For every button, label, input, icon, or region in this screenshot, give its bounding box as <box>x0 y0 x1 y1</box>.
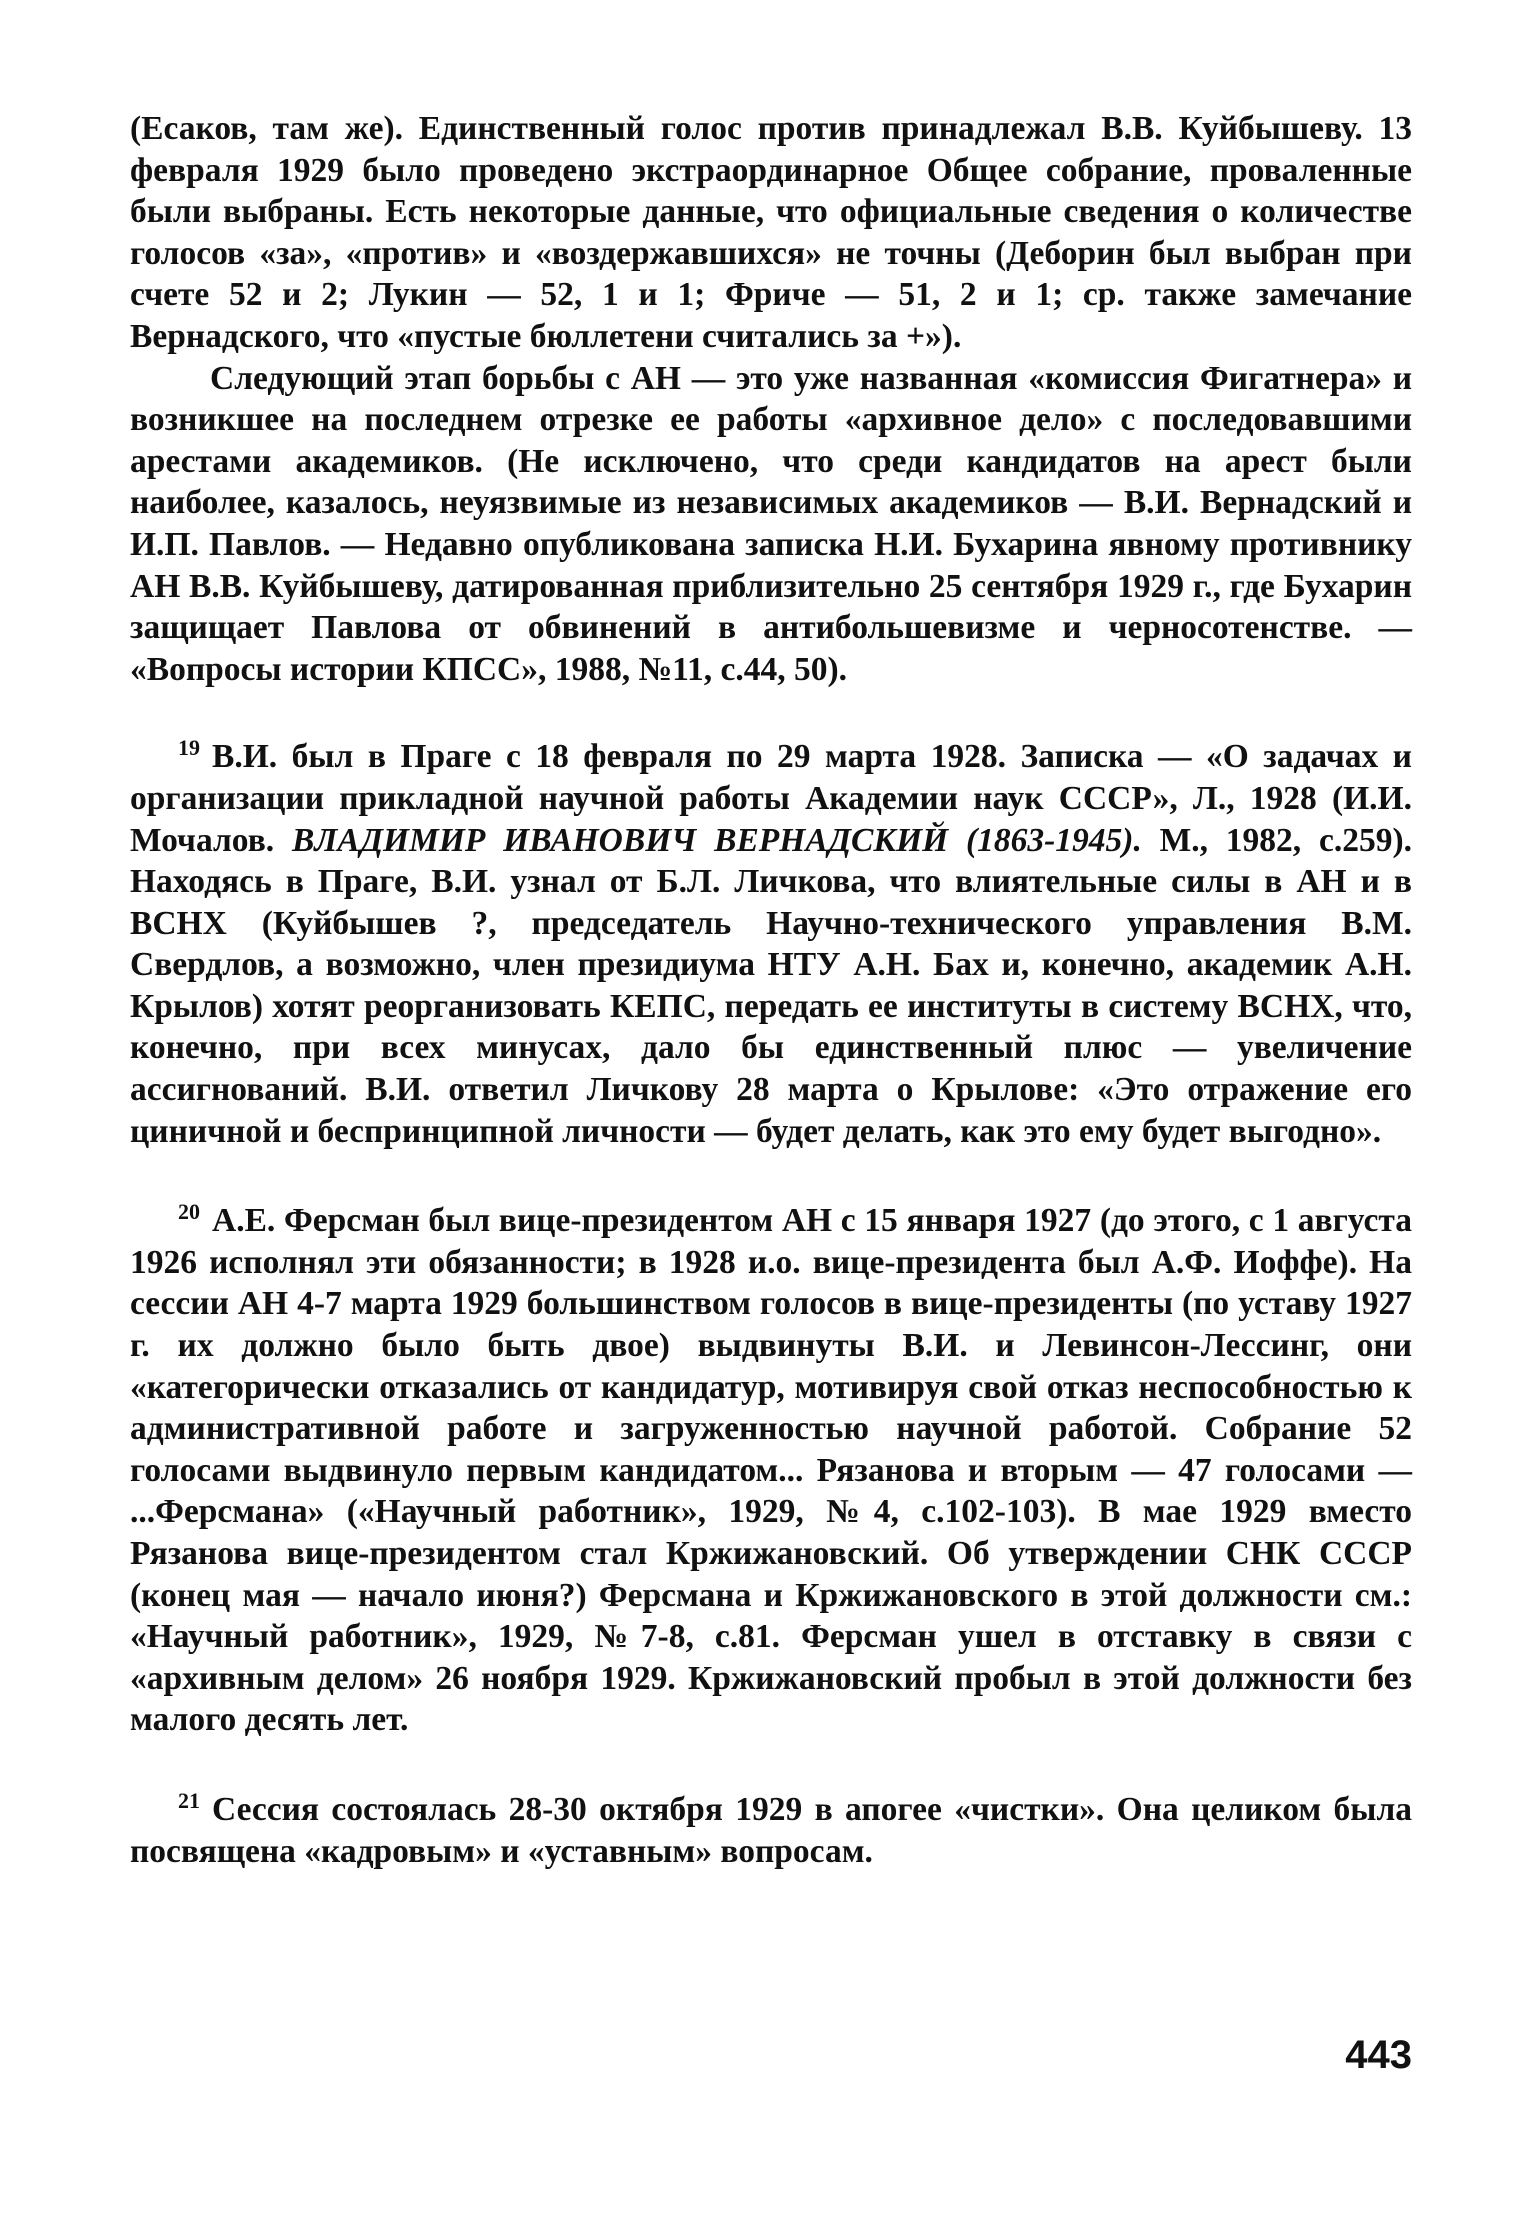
footnote-text: Сессия состоялась 28-30 октября 1929 в апогее «чистки». Она целиком была посвящена «кадровым» и «уставным» вопросам. <box>130 1790 1412 1870</box>
footnote-19 <box>130 736 1412 1152</box>
footnote-text: В.И. был в Праге с 18 февраля по 29 марта 1928. Записка — «О задачах и организации прикладной научной работы Академии наук СССР», Л., 1928 (И.И. Мочалов. <box>130 738 1412 859</box>
page-content <box>130 108 1412 1872</box>
spacer <box>130 690 1412 736</box>
footnote-text: А.Е. Ферсман был вице-президентом АН с 15 января 1927 (до этого, с 1 августа 1926 исполнял эти обязанности; в 1928 и.о. вице-президента был А.Ф. Иоффе). На сессии АН 4-7 марта 1929 большинством голосов в вице-президенты (по уставу 1927 г. их должно было быть двое) выдвинуты В.И. и Левинсон-Лессинг, они «категорически отказались от кандидатур, мотивируя свой отказ неспособностью к административной работе и загруженностью научной работой. Собрание 52 голосами выдвинуло первым кандидатом... Рязанова и вторым — 47 голосами — ...Ферсмана» («Научный работник», 1929, №4, с.102-103). В мае 1929 вместо Рязанова вице-президентом стал Кржижановский. Об утверждении СНК СССР (конец мая — начало июня?) Ферсмана и Кржижановского в этой должности см.: «Научный работник», 1929, №7-8, с.81. Ферсман ушел в отставку в связи с «архивным делом» 26 ноября 1929. Кржижановский пробыл в этой должности без малого десять лет. <box>130 1202 1412 1739</box>
footnote-21 <box>130 1789 1412 1872</box>
spacer <box>130 1741 1412 1789</box>
footnote-number: 21 <box>178 1787 200 1813</box>
footnote-text: М., 1982, с.259). Находясь в Праге, В.И. узнал от Б.Л. Личкова, что влиятельные силы в АН и в ВСНХ (Куйбышев ?, председатель Научно-технического управления В.М. Свердлов, а возможно, член президиума НТУ А.Н. Бах и, конечно, академик А.Н. Крылов) хотят реорганизовать КЕПС, передать ее институты в систему ВСНХ, что, конечно, при всех минусах, дало бы единственный плюс — увеличение ассигнований. В.И. ответил Личкову 28 марта о Крылове: «Это отражение его циничной и беспринципной личности — будет делать, как это ему будет выгодно». <box>130 821 1412 1150</box>
book-title: ВЛАДИМИР ИВАНОВИЧ ВЕРНАДСКИЙ (1863-1945). <box>291 821 1142 859</box>
spacer <box>130 1152 1412 1200</box>
body-paragraph-1: (Есаков, там же). Единственный голос против принадлежал В.В. Куйбышеву. 13 февраля 1929 было проведено экстраординарное Общее собрание, проваленные были выбраны. Есть некоторые данные, что официальные сведения о количестве голосов «за», «против» и «воздержавшихся» не точны (Деборин был выбран при счете 52 и 2; Лукин — 52, 1 и 1; Фриче — 51, 2 и 1; ср. также замечание Вернадского, что «пустые бюллетени считались за +»). <box>130 110 1412 355</box>
footnote-number: 20 <box>178 1199 200 1225</box>
footnote-number: 19 <box>178 735 200 761</box>
footnote-20 <box>130 1200 1412 1741</box>
body-paragraph-2: Следующий этап борьбы с АН — это уже названная «комиссия Фигатнера» и возникшее на последнем отрезке ее работы «архивное дело» с последовавшими арестами академиков. (Не исключено, что среди кандидатов на арест были наиболее, казалось, неуязвимые из независимых академиков — В.И. Вернадский и И.П. Павлов. — Недавно опубликована записка Н.И. Бухарина явному противнику АН В.В. Куйбышеву, датированная приблизительно 25 сентября 1929 г., где Бухарин защищает Павлова от обвинений в антибольшевизме и черносотенстве. — «Вопросы истории КПСС», 1988, №11, с.44, 50). <box>130 359 1412 688</box>
page-number: 443 <box>1345 2033 1412 2077</box>
